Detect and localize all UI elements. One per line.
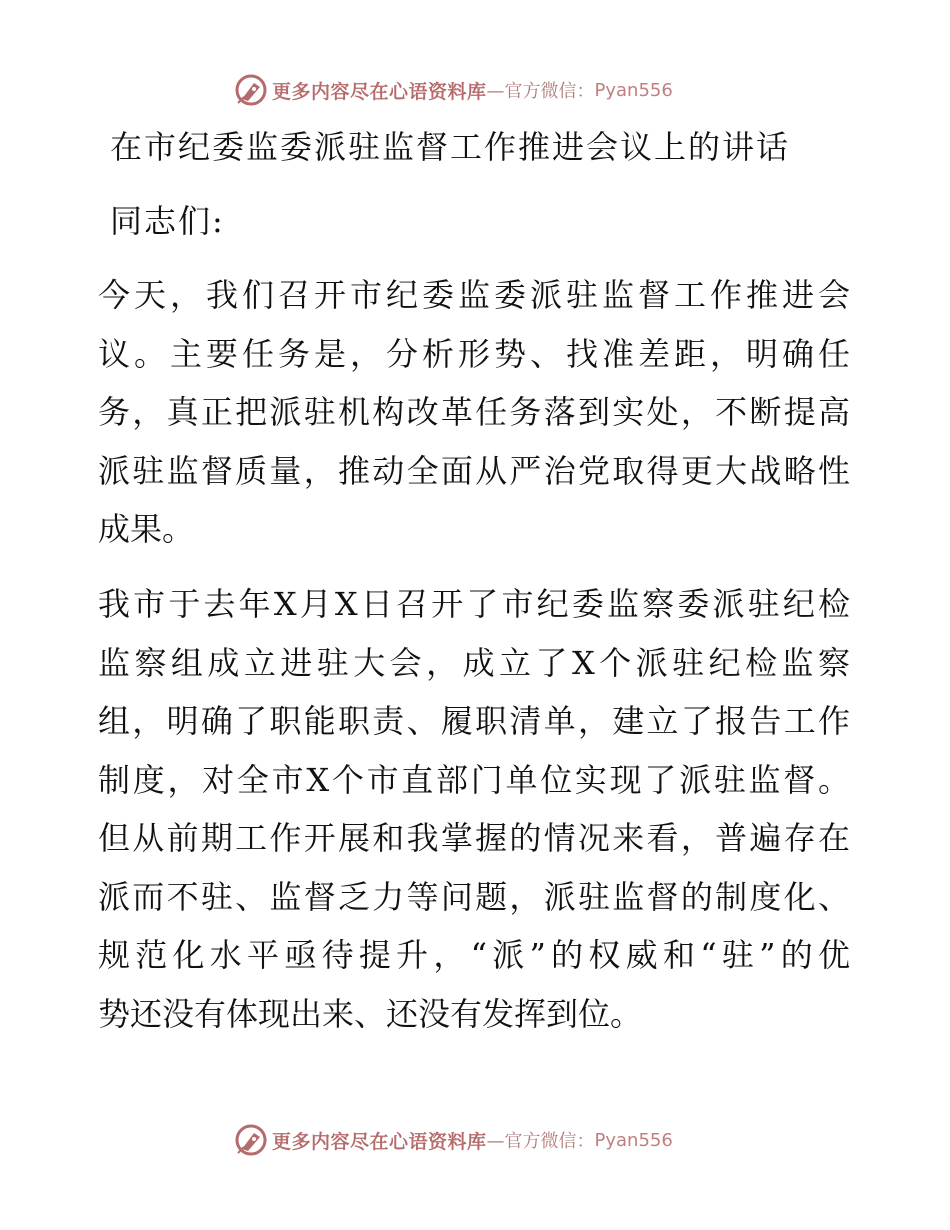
watermark-main-text: 更多内容尽在心语资料库 [272, 1130, 487, 1153]
paragraph-line: 组，明确了职能职责、履职清单，建立了报告工作 [98, 702, 850, 740]
paragraph-line: 成果。 [98, 510, 195, 548]
paragraph-2 [98, 575, 850, 1043]
watermark-wechat-id: Pyan556 [594, 79, 673, 101]
paragraph-line: 派而不驻、监督乏力等问题，派驻监督的制度化、 [98, 877, 850, 916]
watermark-wechat-id: Pyan556 [594, 1129, 673, 1151]
document-title: 在市纪委监委派驻监督工作推进会议上的讲话 [110, 128, 791, 166]
paragraph-line: 规范化水平亟待提升，“派”的权威和“驻”的优 [98, 936, 850, 974]
paragraph-line: 我市于去年X月X日召开了市纪委监察委派驻纪检 [98, 585, 850, 623]
footer-watermark [234, 1120, 673, 1160]
paragraph-1 [98, 266, 850, 559]
paragraph-line: 派驻监督质量，推动全面从严治党取得更大战略性 [98, 451, 850, 490]
watermark-separator-text: —官方微信： [486, 81, 595, 102]
paragraph-line: 制度，对全市X个市直部门单位实现了派驻监督。 [98, 760, 850, 799]
paragraph-line: 今天，我们召开市纪委监委派驻监督工作推进会 [98, 276, 850, 314]
paragraph-line: 务，真正把派驻机构改革任务落到实处，不断提高 [98, 393, 850, 431]
paragraph-line: 议。主要任务是，分析形势、找准差距，明确任 [98, 334, 850, 373]
watermark-main-text: 更多内容尽在心语资料库 [272, 80, 487, 103]
pen-nib-logo-icon [234, 73, 268, 107]
paragraph-line: 但从前期工作开展和我掌握的情况来看，普遍存在 [98, 819, 850, 857]
pen-nib-logo-icon [234, 1123, 268, 1157]
paragraph-line: 势还没有体现出来、还没有发挥到位。 [98, 994, 643, 1033]
salutation: 同志们: [110, 202, 225, 240]
header-watermark [234, 70, 673, 110]
watermark-separator-text: —官方微信： [486, 1131, 595, 1152]
paragraph-line: 监察组成立进驻大会，成立了X个派驻纪检监察 [98, 643, 850, 682]
